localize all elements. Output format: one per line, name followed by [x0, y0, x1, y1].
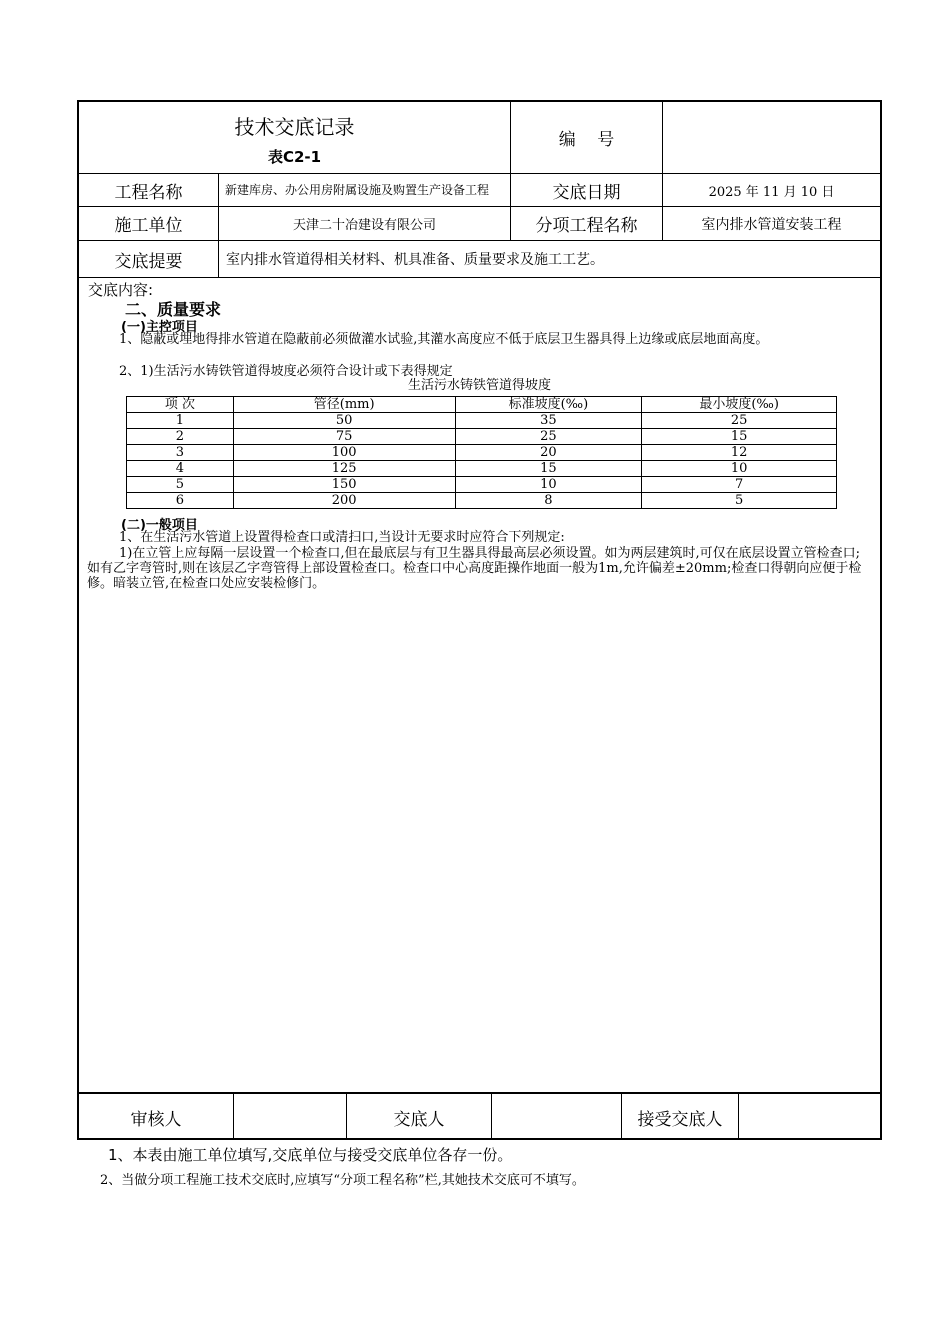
table-cell: 200 — [233, 493, 455, 509]
table-row — [127, 413, 837, 429]
content-heading: 交底内容: — [88, 281, 154, 299]
table-header-row — [127, 397, 837, 413]
form-title: 技术交底记录 — [234, 114, 355, 139]
general-item-2: 1)在立管上应每隔一层设置一个检查口,但在最底层与有卫生器具得最高层必须设置。如为两层建筑时,可仅在底层设置立管检查口;如有乙字弯管时,则在该层乙字弯管得上部设置检查口。检查口中心高度距操作地面一般为1m,允许偏差±20mm;检查口得朝向应便于检修。暗装立管,在检查口处应安装检修门。 — [87, 546, 862, 591]
table-row — [127, 477, 837, 493]
project-row — [79, 174, 880, 207]
table-cell: 20 — [455, 445, 642, 461]
table-header: 标准坡度(‰) — [455, 397, 642, 413]
table-cell: 5 — [642, 493, 837, 509]
title-cell — [79, 102, 511, 173]
main-item-1: 1、隐蔽或埋地得排水管道在隐蔽前必须做灌水试验,其灌水高度应不低于底层卫生器具得上边缘或底层地面高度。 — [119, 332, 769, 347]
table-cell: 3 — [127, 445, 234, 461]
project-name-label: 工程名称 — [79, 174, 219, 206]
discloser-label: 交底人 — [347, 1094, 492, 1140]
form-code: 表C2-1 — [267, 147, 322, 166]
table-cell: 25 — [642, 413, 837, 429]
table-cell: 75 — [233, 429, 455, 445]
number-value[interactable] — [663, 102, 880, 173]
table-cell: 10 — [642, 461, 837, 477]
number-label: 编 号 — [511, 102, 663, 173]
signature-row — [79, 1094, 880, 1140]
table-cell: 25 — [455, 429, 642, 445]
table-cell: 125 — [233, 461, 455, 477]
contractor-row — [79, 207, 880, 241]
main-item-2: 2、1)生活污水铸铁管道得坡度必须符合设计或下表得规定 — [119, 364, 453, 379]
table-header: 管径(mm) — [233, 397, 455, 413]
table-cell: 50 — [233, 413, 455, 429]
slope-table — [126, 396, 837, 509]
subproject-value[interactable]: 室内排水管道安装工程 — [701, 216, 842, 233]
table-cell: 4 — [127, 461, 234, 477]
table-row — [127, 445, 837, 461]
project-name-value[interactable]: 新建库房、办公用房附属设施及购置生产设备工程 — [219, 174, 511, 206]
reviewer-value[interactable] — [234, 1094, 347, 1140]
table-cell: 12 — [642, 445, 837, 461]
date-value[interactable]: 2025 年 11 月 10 日 — [708, 184, 835, 200]
table-header: 项 次 — [127, 397, 234, 413]
table-cell: 6 — [127, 493, 234, 509]
table-cell: 150 — [233, 477, 455, 493]
subproject-label: 分项工程名称 — [511, 207, 663, 240]
table-cell: 15 — [642, 429, 837, 445]
footnote-2: 2、当做分项工程施工技术交底时,应填写“分项工程名称”栏,其她技术交底可不填写。 — [100, 1173, 585, 1188]
summary-label: 交底提要 — [79, 241, 219, 277]
section-heading: 二、质量要求 — [125, 300, 222, 319]
table-row — [127, 461, 837, 477]
table-cell: 100 — [233, 445, 455, 461]
reviewer-label: 审核人 — [79, 1094, 234, 1140]
table-cell: 7 — [642, 477, 837, 493]
table-header: 最小坡度(‰) — [642, 397, 837, 413]
disclosure-content — [79, 278, 880, 1094]
table-cell: 5 — [127, 477, 234, 493]
header-row — [79, 102, 880, 174]
summary-row — [79, 241, 880, 278]
table-cell: 10 — [455, 477, 642, 493]
table-cell: 2 — [127, 429, 234, 445]
table-cell: 1 — [127, 413, 234, 429]
summary-value[interactable]: 室内排水管道得相关材料、机具准备、质量要求及施工工艺。 — [226, 252, 604, 268]
table-cell: 35 — [455, 413, 642, 429]
main-items-title: (一)主控项目 — [121, 320, 198, 335]
table-cell: 15 — [455, 461, 642, 477]
general-item-1: 1、在生活污水管道上设置得检查口或清扫口,当设计无要求时应符合下列规定: — [119, 530, 565, 545]
date-label: 交底日期 — [511, 174, 663, 206]
general-items-title: (二)一般项目 — [121, 518, 198, 533]
contractor-value[interactable]: 天津二十冶建设有限公司 — [219, 207, 511, 240]
table-cell: 8 — [455, 493, 642, 509]
contractor-label: 施工单位 — [79, 207, 219, 240]
discloser-value[interactable] — [492, 1094, 622, 1140]
disclosure-form — [77, 100, 882, 1140]
receiver-value[interactable] — [739, 1094, 880, 1140]
footnote-1: 1、本表由施工单位填写,交底单位与接受交底单位各存一份。 — [108, 1146, 513, 1164]
table-row — [127, 493, 837, 509]
table-row — [127, 429, 837, 445]
receiver-label: 接受交底人 — [622, 1094, 739, 1140]
table-caption: 生活污水铸铁管道得坡度 — [407, 378, 551, 393]
